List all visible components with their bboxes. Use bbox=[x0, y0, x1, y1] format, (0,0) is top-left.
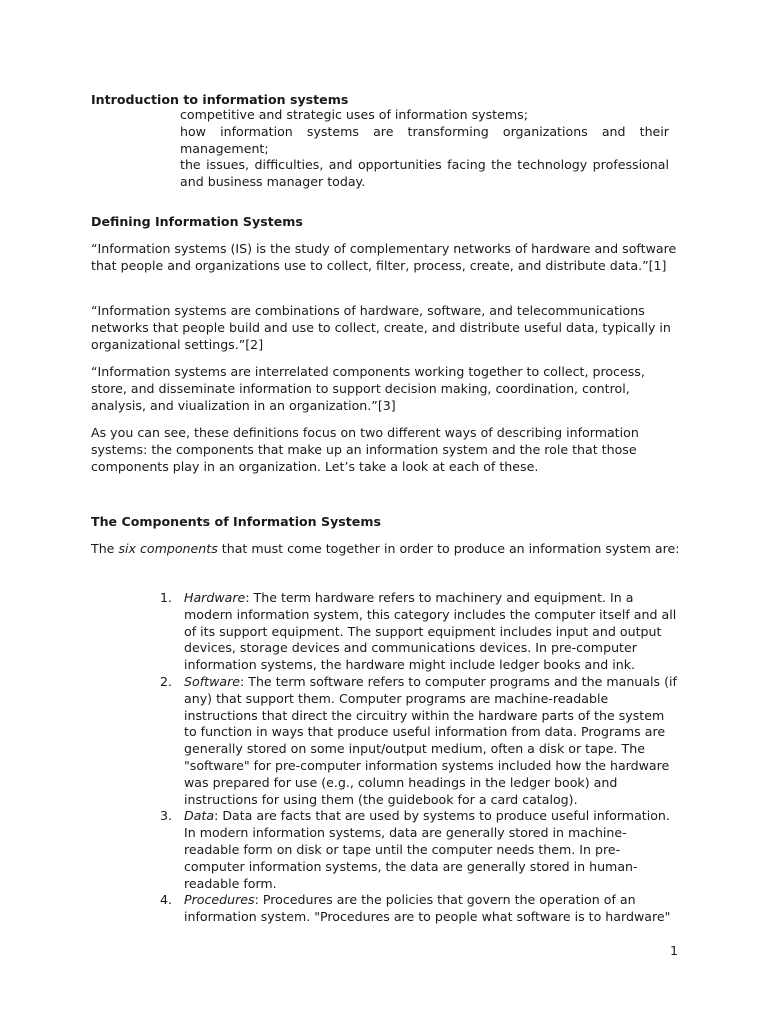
page-number: 1 bbox=[669, 943, 678, 958]
list-item-number: 2. bbox=[160, 673, 173, 689]
list-item bbox=[160, 674, 680, 808]
list-item bbox=[160, 808, 680, 892]
list-item-text: : Procedures are the policies that govern the operation of an information system. "Procedures are to people what software is to hardware" bbox=[184, 892, 671, 925]
defining-heading: Defining Information Systems bbox=[91, 214, 303, 229]
intro-bullet-list bbox=[180, 107, 669, 191]
list-item-term: Data bbox=[184, 808, 215, 824]
definition-quote-1 bbox=[91, 241, 681, 275]
components-intro-before: The bbox=[91, 541, 119, 556]
list-item-number: 4. bbox=[160, 892, 173, 908]
intro-bullet: how information systems are transforming organizations and their management; bbox=[180, 123, 669, 156]
intro-heading: Introduction to information systems bbox=[91, 92, 349, 107]
list-item-text: : The term software refers to computer programs and the manuals (if any) that support them. Computer programs are machine-readable instructions that direct the circuitry within the hardware parts of the system to function in ways that produce useful information from data. Programs are generally stored on some input/output medium, often a disk or tape. The "software" for pre-computer information systems included how the hardware was prepared for use (e.g., column headings in the ledger book) and instructions for using them (the guidebook for a card catalog). bbox=[184, 673, 677, 807]
intro-bullet: the issues, difficulties, and opportunities facing the technology professional and business manager today. bbox=[180, 157, 669, 190]
list-item-term: Procedures bbox=[184, 892, 255, 908]
components-intro-after: that must come together in order to produce an information system are: bbox=[217, 541, 680, 556]
list-item-term: Software bbox=[184, 673, 241, 689]
list-item-text: : The term hardware refers to machinery and equipment. In a modern information system, this category includes the computer itself and all of its support equipment. The support equipment includes input and output devices, storage devices and communications devices. In pre-computer information systems, the hardware might include ledger books and ink. bbox=[184, 590, 677, 673]
definitions-summary bbox=[91, 425, 681, 475]
list-item-number: 1. bbox=[160, 590, 173, 605]
quote-text: “Information systems are interrelated components working together to collect, process, store, and disseminate information to support decision making, coordination, control, analysis, and viualization in an organization.”[3] bbox=[91, 364, 645, 413]
list-item-text: : Data are facts that are used by systems to produce useful information. In modern information systems, data are generally stored in machine-readable form on disk or tape until the computer needs them. In pre-computer information systems, the data are generally stored in human-readable form. bbox=[184, 808, 670, 891]
summary-text: As you can see, these definitions focus on two different ways of describing information systems: the components that make up an information system and the role that those components play in an organization. Let’s take a look at each of these. bbox=[91, 425, 639, 474]
components-list bbox=[160, 590, 680, 926]
definition-quote-2 bbox=[91, 303, 681, 353]
quote-text: “Information systems (IS) is the study of complementary networks of hardware and software that people and organizations use to collect, filter, process, create, and distribute data.”[1] bbox=[91, 241, 677, 273]
components-intro bbox=[91, 541, 681, 558]
list-item bbox=[160, 590, 680, 674]
components-intro-emphasis: six components bbox=[118, 541, 218, 556]
list-item-number: 3. bbox=[160, 808, 173, 824]
list-item-term: Hardware bbox=[184, 590, 246, 605]
quote-text: “Information systems are combinations of hardware, software, and telecommunications networks that people build and use to collect, create, and distribute useful data, typically in organizational settings.”[2] bbox=[91, 303, 671, 352]
definition-quote-3 bbox=[91, 364, 681, 414]
components-heading: The Components of Information Systems bbox=[91, 514, 381, 529]
intro-bullet: competitive and strategic uses of information systems; bbox=[180, 107, 528, 122]
list-item bbox=[160, 892, 680, 926]
